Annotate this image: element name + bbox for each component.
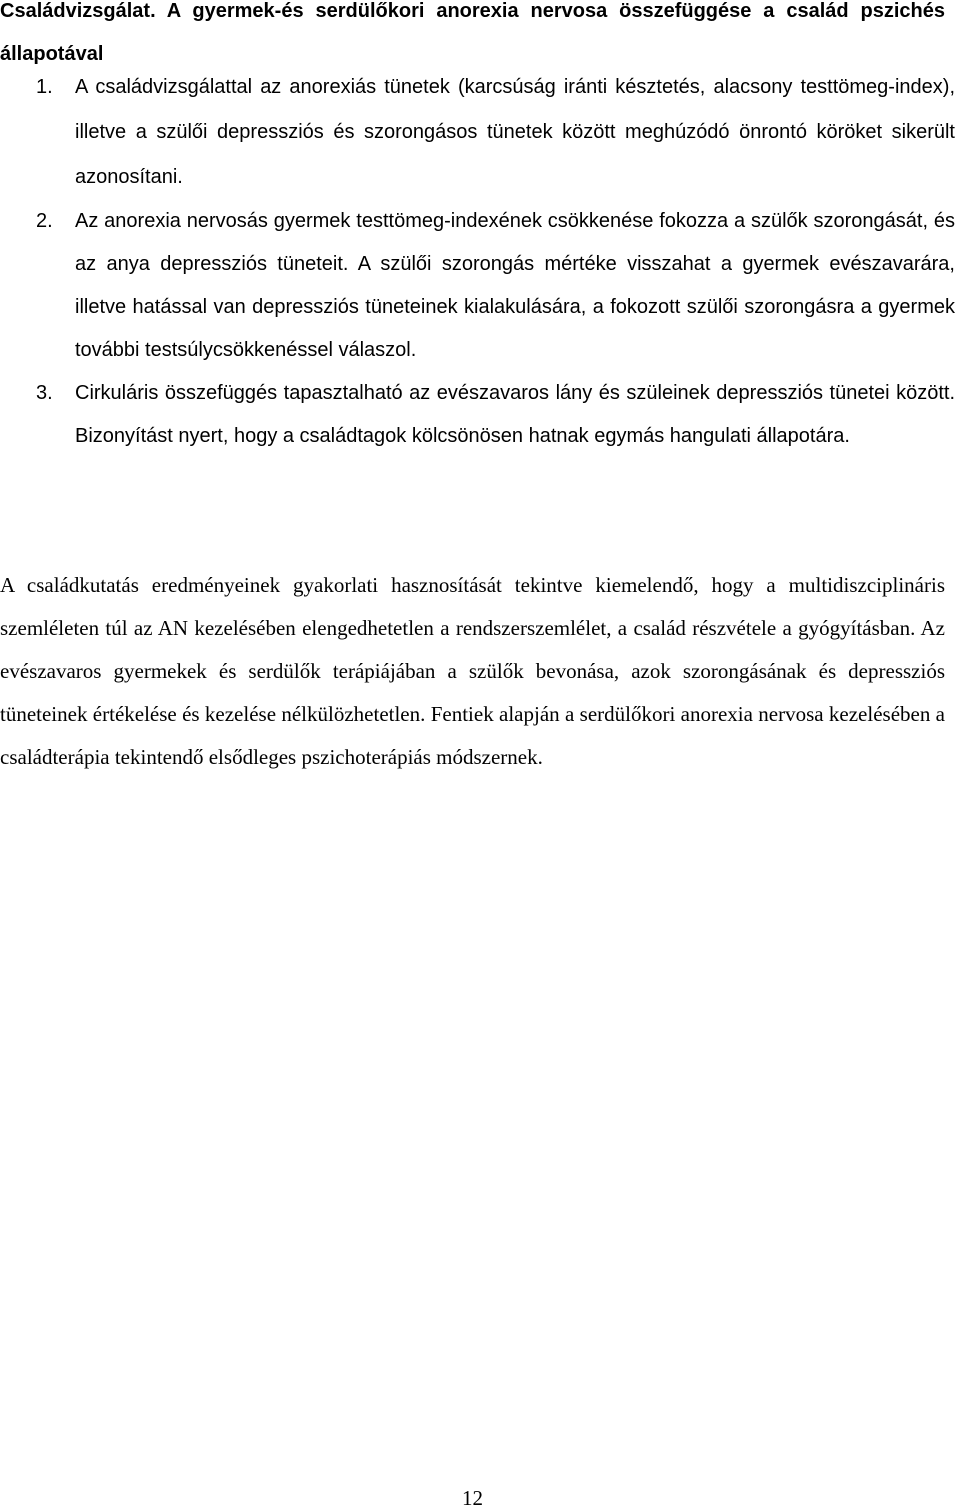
finding-item-2 <box>0 200 955 372</box>
summary-paragraph: A családkutatás eredményeinek gyakorlati hasznosítását tekintve kiemelendő, hogy a multidiszciplináris szemléleten túl az AN kezelésében elengedhetetlen a rendszerszemlélet, a család részvétele a gyógyításban. Az evészavaros gyermekek és serdülők terápiájában a szülők bevonása, azok szorongásának és depressziós tüneteinek értékelése és kezelése nélkülözhetetlen. Fentiek alapján a serdülőkori anorexia nervosa kezelésében a családterápia tekintendő elsődleges pszichoterápiás módszernek. <box>0 573 945 769</box>
finding-text: Cirkuláris összefüggés tapasztalható az evészavaros lány és szüleinek depressziós tünetei között. Bizonyítást nyert, hogy a családtagok kölcsönösen hatnak egymás hangulati állapotára. <box>75 382 955 447</box>
finding-number: 1. <box>36 76 53 98</box>
finding-number: 3. <box>36 382 53 404</box>
section-heading: Családvizsgálat. A gyermek-és serdülőkori anorexia nervosa összefüggése a család pszichés állapotával <box>0 0 945 65</box>
finding-number: 2. <box>36 210 53 232</box>
finding-item-3 <box>0 372 955 458</box>
finding-text: A családvizsgálattal az anorexiás tünetek (karcsúság iránti késztetés, alacsony testtömeg-index), illetve a szülői depressziós és szorongásos tünetek között meghúzódó önrontó köröket sikerült azonosítani. <box>75 76 955 188</box>
finding-text: Az anorexia nervosás gyermek testtömeg-indexének csökkenése fokozza a szülők szorongását, és az anya depressziós tüneteit. A szülői szorongás mértéke visszahat a gyermek evészavarára, illetve hatással van depressziós tüneteinek kialakulására, a fokozott szülői szorongásra a gyermek további testsúlycsökkenéssel válaszol. <box>75 210 955 361</box>
page-number: 12 <box>462 1486 483 1510</box>
finding-item-1 <box>0 65 955 200</box>
findings-list <box>0 65 955 458</box>
